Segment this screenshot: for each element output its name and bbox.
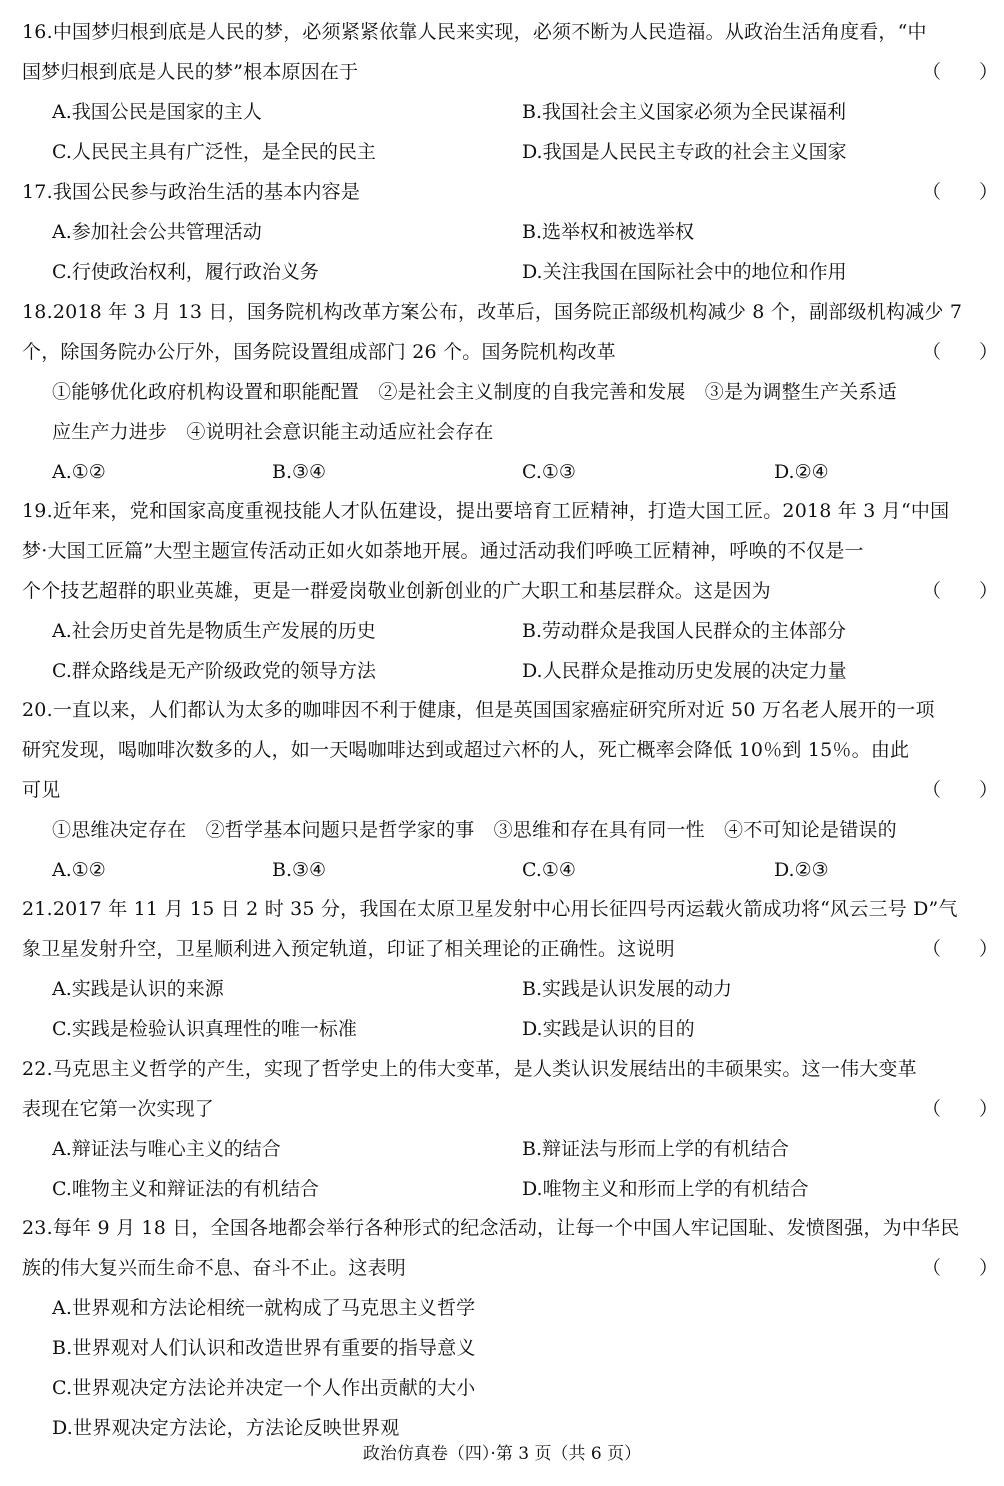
question-21-line-1: 21.2017 年 11 月 15 日 2 时 35 分，我国在太原卫星发射中心用长征四号丙运载火箭成功将“风云三号 D”气	[22, 898, 958, 920]
option-d: D.②④	[774, 461, 829, 483]
option-d: D.关注我国在国际社会中的地位和作用	[522, 261, 847, 283]
option-c: C.①③	[522, 461, 576, 483]
option-a: A.①②	[52, 461, 106, 483]
option-d: D.我国是人民民主专政的社会主义国家	[522, 141, 847, 163]
option-c: C.实践是检验认识真理性的唯一标准	[52, 1018, 357, 1040]
option-a: A.辩证法与唯心主义的结合	[52, 1138, 281, 1160]
question-16-line-2: 国梦归根到底是人民的梦”根本原因在于	[22, 61, 359, 83]
question-18-line-1: 18.2018 年 3 月 13 日，国务院机构改革方案公布，改革后，国务院正部级机构减少 8 个，副部级机构减少 7	[22, 301, 963, 323]
option-d: D.唯物主义和形而上学的有机结合	[522, 1178, 809, 1200]
option-c: C.人民民主具有广泛性，是全民的民主	[52, 141, 376, 163]
answer-bracket: （ ）	[922, 779, 999, 801]
option-b: B.辩证法与形而上学的有机结合	[522, 1138, 790, 1160]
question-23-line-2: 族的伟大复兴而生命不息、奋斗不止。这表明	[22, 1257, 407, 1279]
question-22-line-1: 22.马克思主义哲学的产生，实现了哲学史上的伟大变革，是人类认识发展结出的丰硕果实。这一伟大变革	[22, 1058, 917, 1080]
answer-bracket: （ ）	[922, 938, 999, 960]
question-16-line-1: 16.中国梦归根到底是人民的梦，必须紧紧依靠人民来实现，必须不断为人民造福。从政治生活角度看，“中	[22, 21, 927, 43]
question-18-line-2: 个，除国务院办公厅外，国务院设置组成部门 26 个。国务院机构改革	[22, 341, 616, 363]
question-19-line-3: 个个技艺超群的职业英雄，更是一群爱岗敬业创新创业的广大职工和基层群众。这是因为	[22, 580, 771, 602]
question-20-line-3: 可见	[22, 779, 61, 801]
option-c: C.行使政治权利，履行政治义务	[52, 261, 319, 283]
answer-bracket: （ ）	[922, 580, 999, 602]
option-a: A.我国公民是国家的主人	[52, 101, 262, 123]
option-b: B.③④	[272, 461, 327, 483]
option-d: D.②③	[774, 859, 829, 881]
option-c: C.世界观决定方法论并决定一个人作出贡献的大小	[52, 1377, 476, 1399]
question-20-line-2: 研究发现，喝咖啡次数多的人，如一天喝咖啡达到或超过六杯的人，死亡概率会降低 10％到 15％。由此	[22, 739, 910, 761]
answer-bracket: （ ）	[922, 1098, 999, 1120]
option-d: D.人民群众是推动历史发展的决定力量	[522, 660, 847, 682]
option-a: A.①②	[52, 859, 106, 881]
question-20-line-1: 20.一直以来，人们都认为太多的咖啡因不利于健康，但是英国国家癌症研究所对近 50 万名老人展开的一项	[22, 699, 935, 721]
option-b: B.实践是认识发展的动力	[522, 978, 733, 1000]
option-a: A.世界观和方法论相统一就构成了马克思主义哲学	[52, 1297, 476, 1319]
question-19-line-2: 梦·大国工匠篇”大型主题宣传活动正如火如荼地开展。通过活动我们呼唤工匠精神，呼唤的不仅是一	[22, 540, 864, 562]
statements-line-1: ①能够优化政府机构设置和职能配置 ②是社会主义制度的自我完善和发展 ③是为调整生产关系适	[52, 381, 897, 403]
option-b: B.世界观对人们认识和改造世界有重要的指导意义	[52, 1337, 476, 1359]
option-a: A.社会历史首先是物质生产发展的历史	[52, 620, 376, 642]
answer-bracket: （ ）	[922, 181, 999, 203]
answer-bracket: （ ）	[922, 61, 999, 83]
option-c: C.群众路线是无产阶级政党的领导方法	[52, 660, 376, 682]
option-d: D.世界观决定方法论，方法论反映世界观	[52, 1417, 400, 1439]
option-c: C.①④	[522, 859, 576, 881]
option-b: B.我国社会主义国家必须为全民谋福利	[522, 101, 847, 123]
question-21-line-2: 象卫星发射升空，卫星顺利进入预定轨道，印证了相关理论的正确性。这说明	[22, 938, 675, 960]
statements-line-1: ①思维决定存在 ②哲学基本问题只是哲学家的事 ③思维和存在具有同一性 ④不可知论是错误的	[52, 819, 897, 841]
option-d: D.实践是认识的目的	[522, 1018, 695, 1040]
answer-bracket: （ ）	[922, 341, 999, 363]
option-a: A.实践是认识的来源	[52, 978, 224, 1000]
option-a: A.参加社会公共管理活动	[52, 221, 262, 243]
answer-bracket: （ ）	[922, 1257, 999, 1279]
question-22-line-2: 表现在它第一次实现了	[22, 1098, 215, 1120]
question-19-line-1: 19.近年来，党和国家高度重视技能人才队伍建设，提出要培育工匠精神，打造大国工匠。2018 年 3 月“中国	[22, 500, 950, 522]
option-b: B.选举权和被选举权	[522, 221, 695, 243]
option-c: C.唯物主义和辩证法的有机结合	[52, 1178, 319, 1200]
option-b: B.③④	[272, 859, 327, 881]
page-footer: 政治仿真卷（四）·第 3 页（共 6 页）	[362, 1444, 642, 1464]
option-b: B.劳动群众是我国人民群众的主体部分	[522, 620, 847, 642]
statements-line-2: 应生产力进步 ④说明社会意识能主动适应社会存在	[52, 421, 494, 443]
question-17-line-1: 17.我国公民参与政治生活的基本内容是	[22, 181, 361, 203]
question-23-line-1: 23.每年 9 月 18 日，全国各地都会举行各种形式的纪念活动，让每一个中国人牢记国耻、发愤图强，为中华民	[22, 1217, 960, 1239]
